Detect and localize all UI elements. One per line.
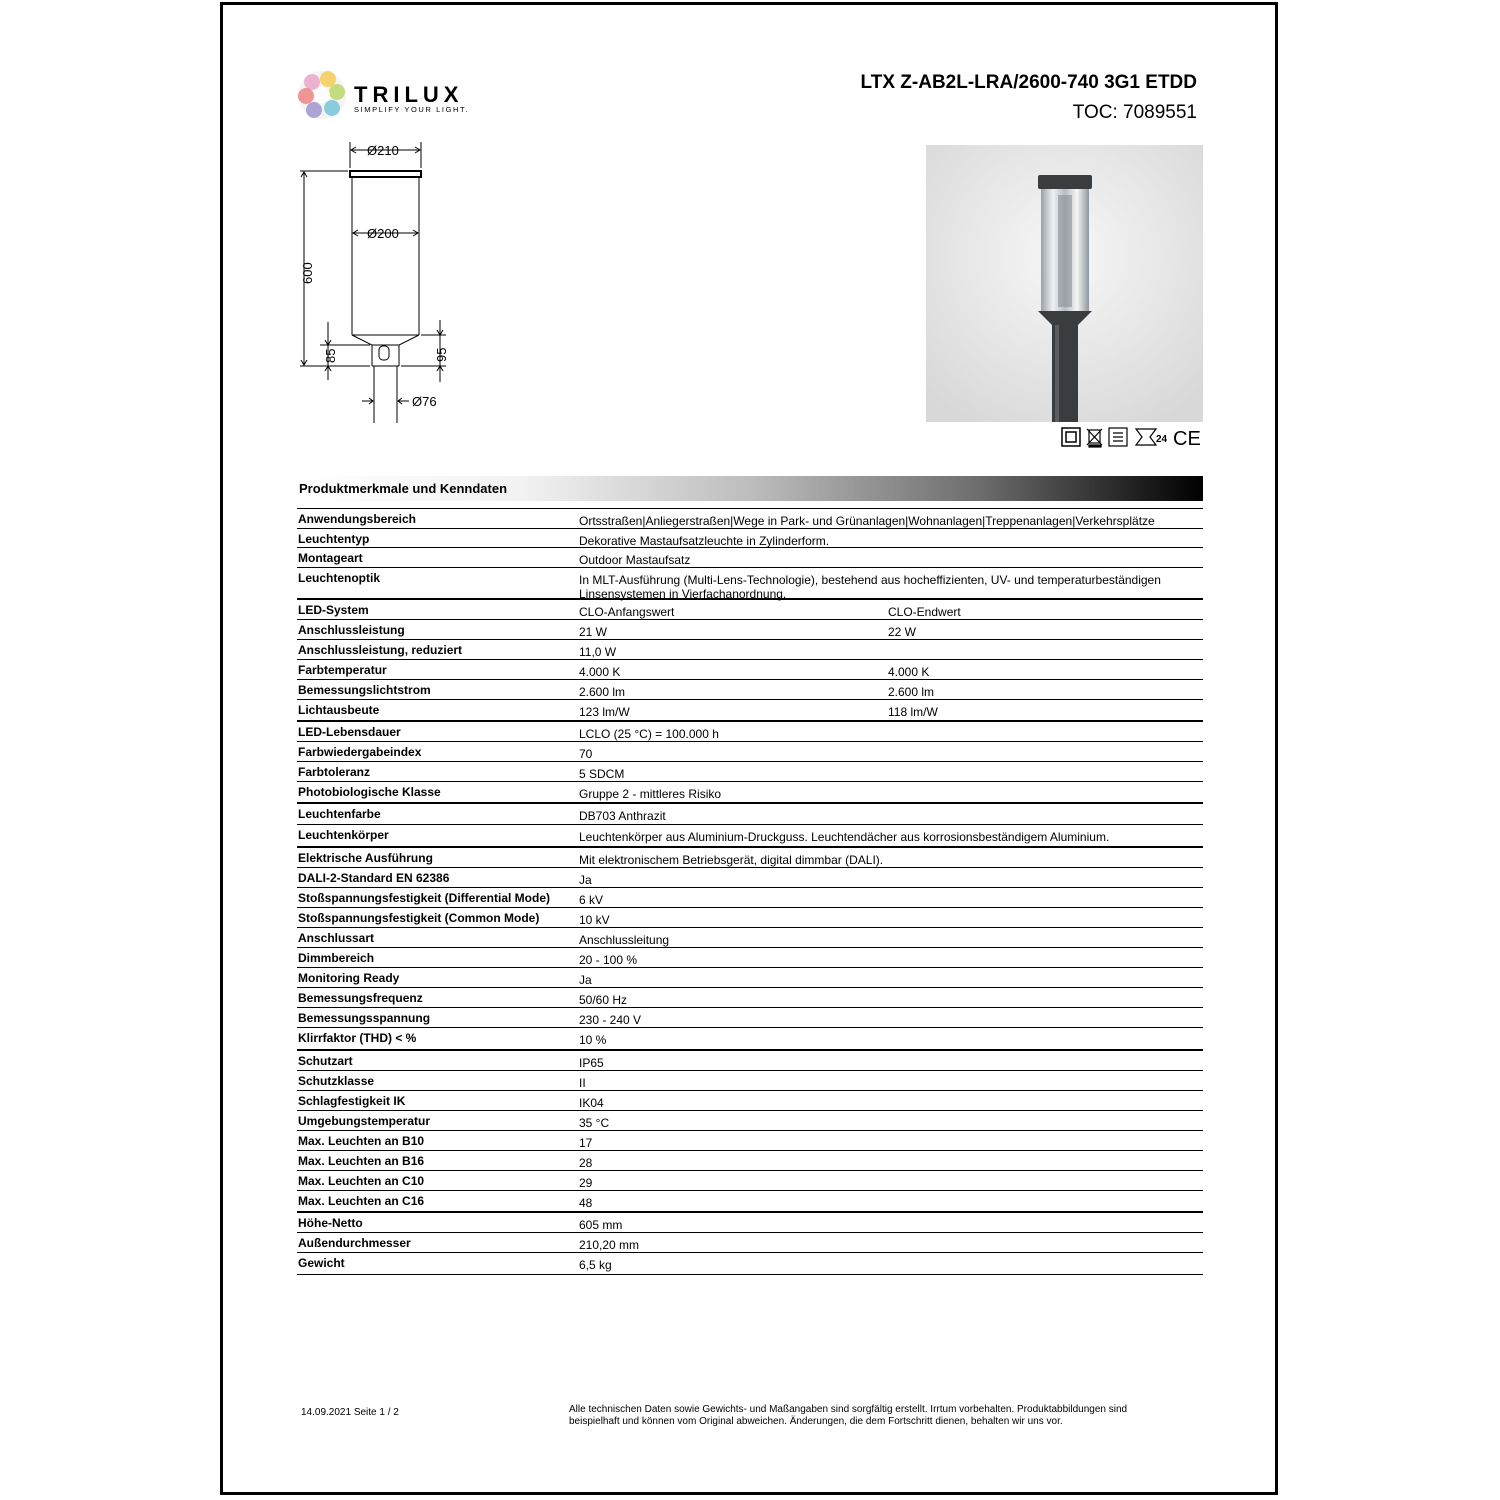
spec-label: DALI-2-Standard EN 62386 [298,871,450,885]
spec-label: Monitoring Ready [298,971,400,985]
spec-value: 210,20 mm [579,1238,640,1252]
spec-value: 4.000 K [579,665,621,679]
spec-label: Anschlussleistung, reduziert [298,643,463,657]
spec-row [297,742,1203,762]
spec-row [297,1051,1203,1071]
spec-label: LED-Lebensdauer [298,725,401,739]
spec-value: Anschlussleitung [579,933,670,947]
spec-row [297,680,1203,700]
spec-value: LCLO (25 °C) = 100.000 h [579,727,719,741]
spec-value: Ja [579,973,592,987]
spec-row [297,660,1203,680]
spec-label: Schlagfestigkeit IK [298,1094,406,1108]
spec-value: 6 kV [579,893,604,907]
section-title: Produktmerkmale und Kenndaten [299,481,508,496]
spec-value: 2.600 lm [579,685,626,699]
dim-height: 600 [300,262,315,284]
spec-row [297,722,1203,742]
spec-row [297,548,1203,568]
spec-label: Elektrische Ausführung [298,851,433,865]
spec-row [297,1171,1203,1191]
spec-label: Stoßspannungsfestigkeit (Common Mode) [298,911,540,925]
spec-row [297,848,1203,868]
spec-table [297,508,1203,1275]
brand-tagline: SIMPLIFY YOUR LIGHT. [354,105,470,114]
spec-value: 10 % [579,1033,607,1047]
spec-label: Farbtoleranz [298,765,371,779]
dim-top-diameter: Ø210 [367,143,399,158]
footer-disclaimer: Alle technischen Daten sowie Gewichts- und Maßangaben sind sorgfältig erstellt. Irrtum vorbehalten. Produktabbildungen sind beispielhaft und können vom Original abweichen. Änderungen, die dem Fortschritt dienen, behalten wir uns vor. [569,1404,1128,1427]
trilux-logo [296,68,516,124]
spec-value: CLO-Anfangswert [579,605,675,619]
spec-label: Bemessungslichtstrom [298,683,431,697]
spec-row [297,1071,1203,1091]
ta24-icon [1136,429,1168,445]
spec-row [297,529,1203,548]
spec-value: IK04 [579,1096,604,1110]
spec-value-secondary: 118 lm/W [888,705,938,719]
spec-label: Stoßspannungsfestigkeit (Differential Mode) [298,891,551,905]
spec-row [297,1191,1203,1213]
spec-value: Gruppe 2 - mittleres Risiko [579,787,722,801]
spec-value: 21 W [579,625,608,639]
spec-value: 20 - 100 % [579,953,638,967]
spec-label: Max. Leuchten an B16 [298,1154,425,1168]
spec-value: Dekorative Mastaufsatzleuchte in Zylinderform. [579,534,830,548]
spec-label: Klirrfaktor (THD) < % [298,1031,417,1045]
spec-label: LED-System [298,603,369,617]
spec-row [297,968,1203,988]
spec-value: 11,0 W [579,645,617,659]
spec-label: Farbtemperatur [298,663,387,677]
spec-label: Anschlussleistung [298,623,405,637]
spec-value: Ortsstraßen|Anliegerstraßen|Wege in Park- und Grünanlagen|Wohnanlagen|Treppenanlagen|Verkehrsplätze [579,514,1155,528]
spec-label: Schutzart [298,1054,353,1068]
spec-value: 6,5 kg [579,1258,612,1272]
spec-row [297,928,1203,948]
spec-value-secondary: 4.000 K [888,665,930,679]
spec-label: Umgebungstemperatur [298,1114,431,1128]
spec-value: Ja [579,873,592,887]
spec-row [297,868,1203,888]
spec-row [297,1008,1203,1028]
spec-value: 17 [579,1136,593,1150]
dim-base-right: 95 [434,347,449,362]
spec-row [297,1111,1203,1131]
spec-value: 28 [579,1156,593,1170]
spec-value: 10 kV [579,913,610,927]
test-mark-icon [1109,428,1127,446]
spec-label: Farbwiedergabeindex [298,745,422,759]
spec-row [297,600,1203,620]
spec-row [297,1253,1203,1275]
spec-row [297,568,1203,600]
ta24-label: 24 [1156,434,1168,445]
spec-label: Bemessungsfrequenz [298,991,423,1005]
spec-value: 5 SDCM [579,767,625,781]
spec-row [297,762,1203,782]
spec-value-secondary: 2.600 lm [888,685,935,699]
dim-pole-diameter: Ø76 [412,394,437,409]
spec-value: In MLT-Ausführung (Multi-Lens-Technologie), bestehend aus hocheffizienten, UV- und temperaturbeständigen Linsensystemen in Vierfachanordnung. [579,573,1161,601]
weee-bin-icon [1087,429,1102,447]
spec-label: Leuchtentyp [298,532,370,546]
spec-value: Leuchtenkörper aus Aluminium-Druckguss. Leuchtendächer aus korrosionsbeständigem Aluminium. [579,830,1110,844]
spec-value: 50/60 Hz [579,993,628,1007]
spec-value: 35 °C [579,1116,610,1130]
spec-row [297,888,1203,908]
spec-value: IP65 [579,1056,604,1070]
spec-label: Leuchtenoptik [298,571,381,585]
spec-label: Außendurchmesser [298,1236,411,1250]
footer-date-page: 14.09.2021 Seite 1 / 2 [301,1407,399,1418]
product-photo [926,145,1203,422]
spec-label: Anschlussart [298,931,375,945]
section-header-bar [297,476,1203,501]
spec-label: Leuchtenfarbe [298,807,381,821]
spec-label: Höhe-Netto [298,1216,363,1230]
spec-value: 48 [579,1196,593,1210]
spec-row [297,1213,1203,1233]
spec-row [297,825,1203,848]
spec-row [297,1151,1203,1171]
spec-label: Lichtausbeute [298,703,380,717]
spec-label: Photobiologische Klasse [298,785,441,799]
spec-label: Max. Leuchten an B10 [298,1134,425,1148]
spec-value: Outdoor Mastaufsatz [579,553,691,567]
spec-row [297,1028,1203,1051]
spec-label: Bemessungsspannung [298,1011,431,1025]
square-class-ii-icon [1062,428,1080,446]
spec-row [297,1131,1203,1151]
spec-row [297,1091,1203,1111]
brand-wordmark: TRILUX [354,82,464,107]
toc-number: TOC: 7089551 [1072,102,1197,123]
spec-row [297,948,1203,968]
color-orb-icon [298,71,346,119]
spec-value: DB703 Anthrazit [579,809,666,823]
spec-value: 70 [579,747,593,761]
spec-label: Max. Leuchten an C10 [298,1174,425,1188]
dim-base-left: 85 [323,348,338,363]
spec-label: Anwendungsbereich [298,512,417,526]
spec-row [297,700,1203,722]
spec-value: 230 - 240 V [579,1013,642,1027]
spec-label: Gewicht [298,1256,345,1270]
certification-icons [1060,425,1205,449]
spec-row [297,804,1203,825]
spec-row [297,908,1203,928]
product-title: LTX Z-AB2L-LRA/2600-740 3G1 ETDD [860,72,1197,93]
ce-mark-icon: CE [1173,428,1201,449]
dim-body-diameter: Ø200 [367,226,399,241]
spec-value-secondary: 22 W [888,625,917,639]
spec-row [297,508,1203,529]
spec-label: Schutzklasse [298,1074,375,1088]
spec-value: Mit elektronischem Betriebsgerät, digital dimmbar (DALI). [579,853,884,867]
spec-value: 605 mm [579,1218,623,1232]
spec-value-secondary: CLO-Endwert [888,605,961,619]
spec-row [297,620,1203,640]
spec-label: Montageart [298,551,363,565]
spec-value: 29 [579,1176,593,1190]
spec-label: Leuchtenkörper [298,828,389,842]
spec-label: Dimmbereich [298,951,375,965]
spec-row [297,988,1203,1008]
spec-row [297,1233,1203,1253]
dimension-drawing [290,138,460,428]
spec-label: Max. Leuchten an C16 [298,1194,425,1208]
spec-row [297,640,1203,660]
spec-value: 123 lm/W [579,705,630,719]
spec-value: II [579,1076,586,1090]
spec-row [297,782,1203,804]
